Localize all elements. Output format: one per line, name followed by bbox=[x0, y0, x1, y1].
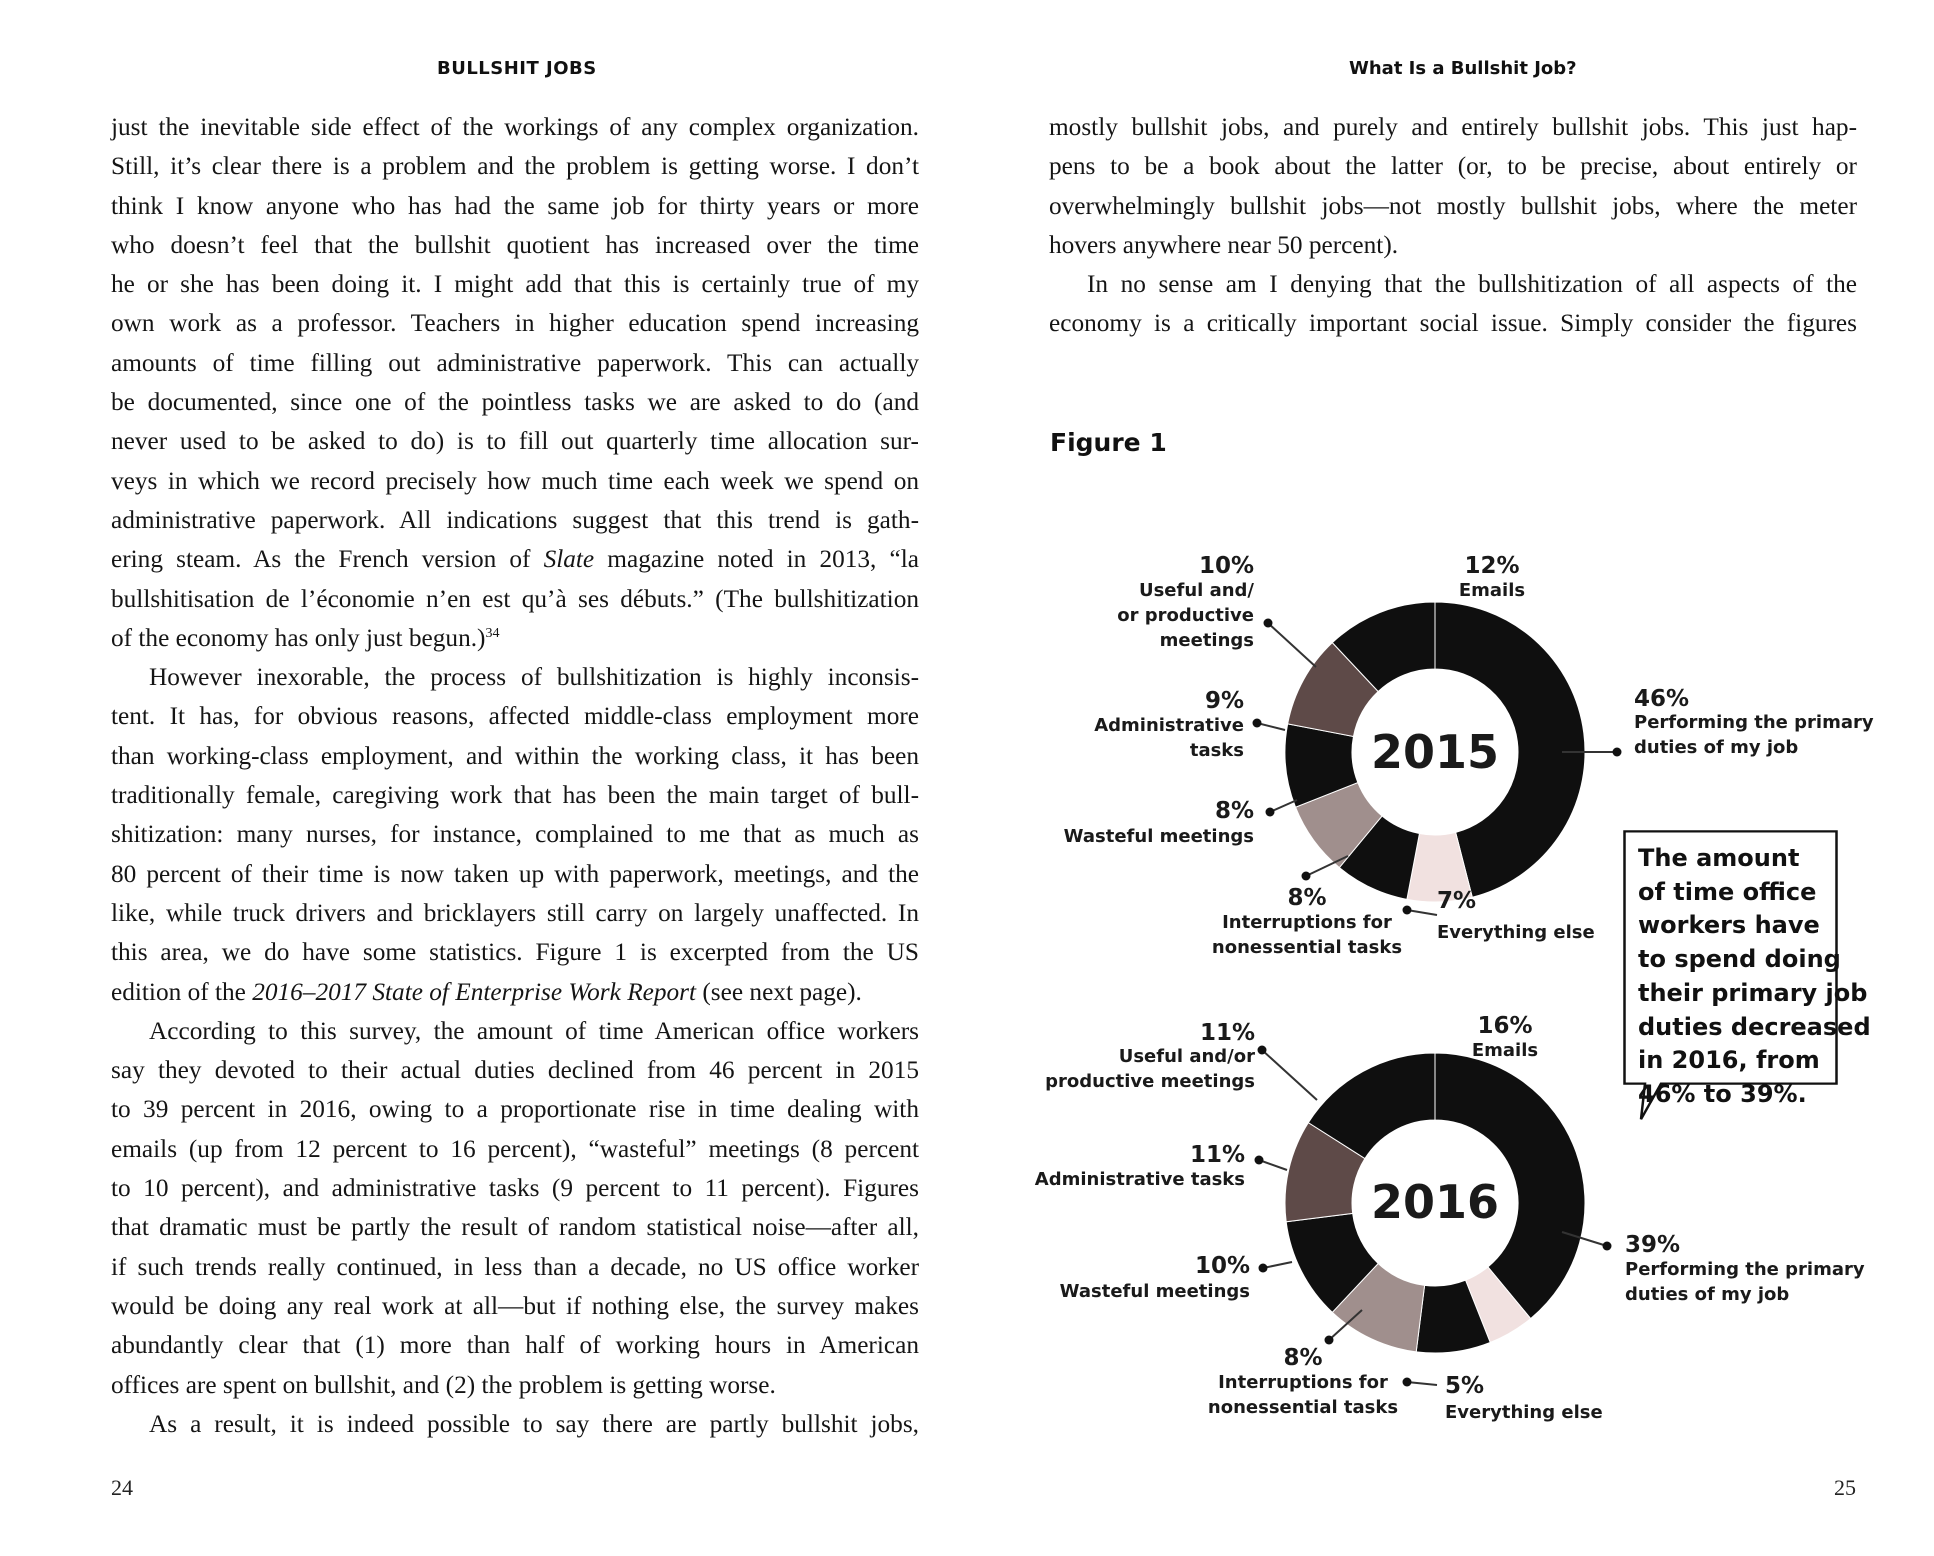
text-run: magazine noted in 2013, “la bbox=[594, 545, 919, 574]
text-line: emails (up from 12 percent to 16 percent), “wasteful” meetings (8 percent bbox=[111, 1134, 919, 1163]
text-line: However inexorable, the process of bullshitization is highly inconsis- bbox=[149, 663, 919, 692]
slice-percent-label: 9% bbox=[1204, 688, 1244, 714]
text-line: In no sense am I denying that the bullshitization of all aspects of the bbox=[1087, 270, 1857, 299]
leader-dot bbox=[1258, 1046, 1267, 1055]
text-line: As a result, it is indeed possible to say there are partly bullshit jobs, bbox=[149, 1409, 919, 1438]
leader-dot bbox=[1266, 808, 1275, 817]
slice-description-label: Everything else bbox=[1445, 1402, 1603, 1423]
leader-dot bbox=[1255, 1156, 1264, 1165]
text-line: bullshitisation de l’économie n’en est qu’à ses débuts.” (The bullshitization bbox=[111, 584, 919, 613]
text-line: than working-class employment, and within the working class, it has been bbox=[111, 741, 919, 770]
text-line bbox=[111, 540, 919, 579]
report-title: 2016–2017 State of Enterprise Work Report bbox=[252, 977, 697, 1006]
text-line: overwhelmingly bullshit jobs—not mostly bullshit jobs, where the meter bbox=[1049, 191, 1857, 220]
callout-line: in 2016, from bbox=[1638, 1046, 1820, 1075]
right-page bbox=[967, 0, 1934, 1556]
leader-dot bbox=[1259, 1264, 1268, 1273]
slice-description-label: Performing the primary bbox=[1634, 712, 1874, 733]
text-line: amounts of time filling out administrative paperwork. This can actually bbox=[111, 348, 919, 377]
callout-line: The amount bbox=[1638, 844, 1800, 872]
leader-dot bbox=[1403, 906, 1412, 915]
callout-text bbox=[1638, 842, 1871, 1112]
running-head-chapter-title: What Is a Bullshit Job? bbox=[1349, 58, 1577, 79]
text-line: abundantly clear that (1) more than half of working hours in American bbox=[111, 1331, 919, 1360]
slice-description-label: tasks bbox=[1189, 740, 1244, 761]
slice-description-label: or productive bbox=[1117, 605, 1254, 626]
text-line: offices are spent on bullshit, and (2) the problem is getting worse. bbox=[111, 1370, 776, 1399]
text-run: (see next page). bbox=[696, 977, 862, 1006]
text-line: tent. It has, for obvious reasons, affected middle-class employment more bbox=[111, 702, 919, 731]
slice-percent-label: 11% bbox=[1189, 1142, 1245, 1168]
text-line bbox=[111, 973, 919, 1012]
slice-description-label: nonessential tasks bbox=[1207, 1397, 1399, 1418]
leader-line bbox=[1407, 910, 1437, 915]
leader-dot bbox=[1253, 719, 1262, 728]
slice-percent-label: 8% bbox=[1283, 1345, 1323, 1371]
text-run: edition of the bbox=[111, 977, 246, 1006]
text-line: say they devoted to their actual duties declined from 46 percent in 2015 bbox=[111, 1056, 919, 1085]
slice-percent-label: 8% bbox=[1214, 798, 1254, 824]
callout-line: of time office bbox=[1638, 877, 1817, 906]
leader-line bbox=[1268, 623, 1316, 667]
text-line: mostly bullshit jobs, and purely and entirely bullshit jobs. This just hap- bbox=[1049, 113, 1857, 141]
text-line: this area, we do have some statistics. Figure 1 is excerpted from the US bbox=[111, 938, 919, 967]
text-line: to 39 percent in 2016, owing to a proportionate rise in time dealing with bbox=[111, 1095, 919, 1124]
page-number: 24 bbox=[111, 1475, 133, 1500]
slice-percent-label: 7% bbox=[1437, 888, 1477, 914]
slice-percent-label: 10% bbox=[1194, 1253, 1250, 1279]
text-line: According to this survey, the amount of time American office workers bbox=[149, 1016, 919, 1045]
leader-line bbox=[1262, 1050, 1317, 1100]
text-line: never used to be asked to do) is to fill out quarterly time allocation sur- bbox=[111, 427, 919, 456]
leader-dot bbox=[1403, 1378, 1412, 1387]
callout-line: 46% to 39%. bbox=[1638, 1079, 1807, 1108]
slice-description-label: duties of my job bbox=[1625, 1284, 1790, 1305]
slice-description-label: Performing the primary bbox=[1625, 1259, 1865, 1280]
leader-line bbox=[1407, 1382, 1437, 1385]
slice-description-label: Everything else bbox=[1437, 922, 1595, 943]
text-line: traditionally female, caregiving work that has been the main target of bull- bbox=[111, 781, 919, 810]
text-line: if such trends really continued, in less than a decade, no US office worker bbox=[111, 1252, 919, 1281]
slice-description-label: meetings bbox=[1159, 630, 1254, 651]
text-line bbox=[111, 619, 919, 658]
callout-line: their primary job bbox=[1638, 978, 1868, 1007]
slice-description-label: Emails bbox=[1458, 580, 1526, 601]
slice-percent-label: 5% bbox=[1445, 1373, 1485, 1399]
donut-year-label: 2016 bbox=[1370, 1175, 1500, 1229]
callout-line: to spend doing bbox=[1638, 945, 1841, 974]
leader-dot bbox=[1264, 619, 1273, 628]
slice-percent-label: 39% bbox=[1625, 1232, 1681, 1258]
text-line: be documented, since one of the pointless tasks we are asked to do (and bbox=[111, 388, 919, 417]
slice-description-label: Wasteful meetings bbox=[1059, 1281, 1250, 1302]
slice-description-label: Interruptions for bbox=[1218, 1372, 1388, 1393]
slice-percent-label: 8% bbox=[1287, 885, 1327, 911]
slice-description-label: nonessential tasks bbox=[1211, 937, 1403, 958]
donut-year-label: 2015 bbox=[1370, 725, 1500, 779]
text-line: hovers anywhere near 50 percent). bbox=[1049, 230, 1399, 259]
leader-dot bbox=[1302, 872, 1311, 881]
text-line: veys in which we record precisely how much time each week we spend on bbox=[111, 466, 919, 495]
slice-percent-label: 16% bbox=[1477, 1013, 1533, 1039]
leader-dot bbox=[1613, 748, 1622, 757]
text-line: he or she has been doing it. I might add that this is certainly true of my bbox=[111, 270, 919, 299]
callout-line: duties decreased bbox=[1638, 1012, 1871, 1041]
leader-dot bbox=[1325, 1336, 1334, 1345]
text-line: own work as a professor. Teachers in higher education spend increasing bbox=[111, 309, 919, 338]
text-line: shitization: many nurses, for instance, complained to me that as much as bbox=[111, 820, 919, 849]
text-line: economy is a critically important social issue. Simply consider the figures bbox=[1049, 309, 1857, 338]
figure-title: Figure 1 bbox=[1050, 428, 1167, 457]
running-head-book-title: BULLSHIT JOBS bbox=[437, 58, 597, 79]
slice-description-label: Wasteful meetings bbox=[1063, 826, 1254, 847]
text-line: who doesn’t feel that the bullshit quotient has increased over the time bbox=[111, 230, 919, 259]
text-run: ering steam. As the French version of bbox=[111, 545, 531, 574]
text-line: just the inevitable side effect of the workings of any complex organization. bbox=[111, 113, 919, 141]
text-line: that dramatic must be partly the result of random statistical noise—after all, bbox=[111, 1213, 919, 1242]
text-line: 80 percent of their time is now taken up with paperwork, meetings, and the bbox=[111, 859, 919, 888]
slice-description-label: Useful and/or bbox=[1118, 1046, 1255, 1067]
slice-description-label: Interruptions for bbox=[1222, 912, 1392, 933]
slice-percent-label: 11% bbox=[1199, 1020, 1255, 1046]
slice-description-label: productive meetings bbox=[1045, 1071, 1255, 1092]
slice-percent-label: 12% bbox=[1464, 553, 1520, 579]
slice-percent-label: 10% bbox=[1198, 553, 1254, 579]
slice-description-label: Useful and/ bbox=[1138, 580, 1254, 601]
text-line: like, while truck drivers and bricklayers still carry on largely unaffected. In bbox=[111, 898, 919, 927]
slice-description-label: duties of my job bbox=[1634, 737, 1799, 758]
leader-dot bbox=[1603, 1242, 1612, 1251]
page-number: 25 bbox=[1834, 1475, 1856, 1500]
text-line: to 10 percent), and administrative tasks (9 percent to 11 percent). Figures bbox=[111, 1174, 919, 1203]
magazine-title: Slate bbox=[543, 545, 595, 574]
figure-donut-charts bbox=[967, 0, 1934, 1556]
text-line: would be doing any real work at all—but if nothing else, the survey makes bbox=[111, 1291, 919, 1320]
text-line: Still, it’s clear there is a problem and the problem is getting worse. I don’t bbox=[111, 152, 919, 181]
left-body-text bbox=[111, 108, 919, 1444]
slice-description-label: Emails bbox=[1471, 1040, 1539, 1061]
text-line: administrative paperwork. All indications suggest that this trend is gath- bbox=[111, 505, 919, 534]
slice-description-label: Administrative bbox=[1094, 715, 1244, 736]
slice-description-label: Administrative tasks bbox=[1034, 1169, 1245, 1190]
text-line: pens to be a book about the latter (or, to be precise, about entirely or bbox=[1049, 152, 1857, 181]
text-line: think I know anyone who has had the same job for thirty years or more bbox=[111, 191, 919, 220]
text-run: of the economy has only just begun.) bbox=[111, 623, 486, 652]
footnote-reference: 34 bbox=[485, 625, 500, 641]
callout-line: workers have bbox=[1638, 911, 1820, 940]
slice-percent-label: 46% bbox=[1634, 686, 1690, 712]
